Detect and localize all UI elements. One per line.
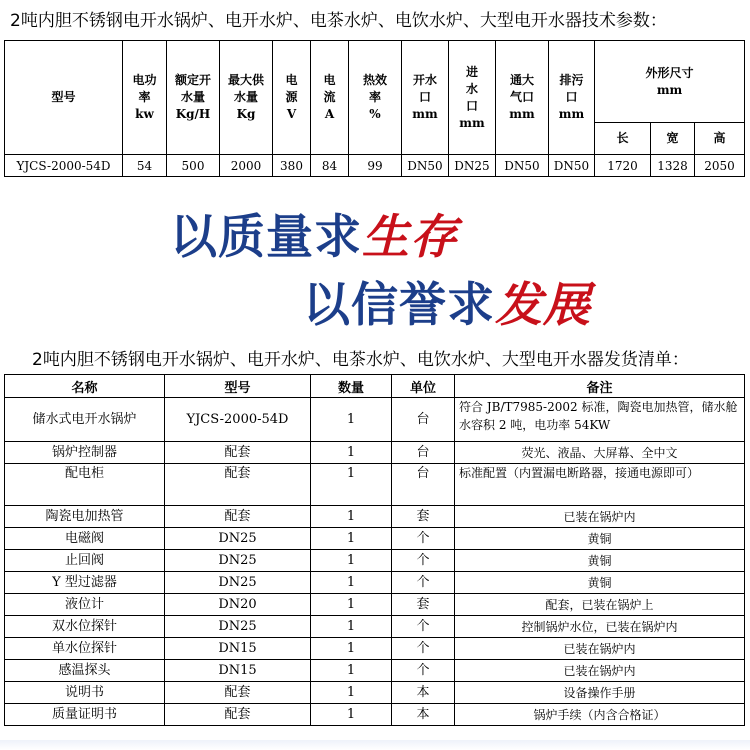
shipping-title: 2吨内胆不锈钢电开水锅炉、电开水炉、电茶水炉、电饮水炉、大型电开水器发货清单： [32,350,689,370]
table-row [5,528,745,550]
table-row [5,682,745,704]
slogan-reputation: 以信誉求发展 [303,278,591,333]
table-row [5,550,745,572]
item-model: DN15 [165,638,311,660]
item-qty: 1 [311,528,392,550]
item-note: 锅炉手续（内含合格证） [455,704,745,726]
item-model: 配套 [165,442,311,464]
header-qty: 数量 [311,375,392,398]
item-qty: 1 [311,660,392,682]
item-note: 已装在锅炉内 [455,660,745,682]
item-note: 黄铜 [455,572,745,594]
item-qty: 1 [311,550,392,572]
bottom-reflection [0,740,750,750]
spec-header-rated: 额定开 水量 Kg/H [167,41,220,155]
item-qty: 1 [311,442,392,464]
item-name: 止回阀 [5,550,165,572]
item-unit: 个 [392,616,455,638]
item-model: 配套 [165,682,311,704]
spec-header-drain: 排污 口 mm [549,41,595,155]
item-note: 设备操作手册 [455,682,745,704]
spec-cell: DN25 [449,155,496,177]
item-qty: 1 [311,594,392,616]
table-row [5,572,745,594]
spec-header-current: 电 流 A [311,41,349,155]
item-unit: 套 [392,594,455,616]
item-model: DN25 [165,616,311,638]
spec-table [4,40,745,177]
item-unit: 台 [392,398,455,442]
spec-cell: DN50 [549,155,595,177]
item-unit: 本 [392,704,455,726]
spec-cell: DN50 [402,155,449,177]
item-note: 符合 JB/T7985-2002 标准，陶瓷电加热管，储水舱水容积 2 吨，电功率 54KW [455,398,745,442]
item-note: 黄铜 [455,528,745,550]
item-name: 储水式电开水锅炉 [5,398,165,442]
item-name: 感温探头 [5,660,165,682]
table-row [5,616,745,638]
table-row [5,660,745,682]
item-qty: 1 [311,506,392,528]
spec-header-height: 高 [695,123,745,155]
spec-cell: DN50 [496,155,549,177]
item-model: DN25 [165,528,311,550]
header-note: 备注 [455,375,745,398]
spec-header-outlet: 开水 口 mm [402,41,449,155]
spec-header-inlet: 进 水 口 mm [449,41,496,155]
shipping-table [4,374,745,726]
spec-header-voltage: 电 源 V [273,41,311,155]
item-qty: 1 [311,464,392,506]
item-name: 质量证明书 [5,704,165,726]
item-name: 说明书 [5,682,165,704]
spec-cell: 1720 [595,155,651,177]
item-model: DN20 [165,594,311,616]
table-row [5,398,745,442]
item-unit: 本 [392,682,455,704]
item-unit: 个 [392,572,455,594]
spec-cell: 2000 [220,155,273,177]
item-name: 单水位探针 [5,638,165,660]
spec-header-model: 型号 [5,41,123,155]
item-unit: 套 [392,506,455,528]
header-name: 名称 [5,375,165,398]
spec-cell: 54 [123,155,167,177]
item-qty: 1 [311,704,392,726]
item-name: 配电柜 [5,464,165,506]
spec-header-length: 长 [595,123,651,155]
spec-row [5,155,745,177]
table-row [5,594,745,616]
slogan-quality: 以质量求生存 [170,210,458,265]
spec-cell: 500 [167,155,220,177]
item-unit: 个 [392,550,455,572]
item-model: 配套 [165,464,311,506]
item-note: 黄铜 [455,550,745,572]
spec-header-vent: 通大 气口 mm [496,41,549,155]
item-unit: 个 [392,638,455,660]
item-unit: 个 [392,528,455,550]
shipping-header-row [5,375,745,398]
item-unit: 台 [392,464,455,506]
table-row [5,442,745,464]
item-qty: 1 [311,638,392,660]
item-model: YJCS-2000-54D [165,398,311,442]
item-model: 配套 [165,704,311,726]
spec-title: 2吨内胆不锈钢电开水锅炉、电开水炉、电茶水炉、电饮水炉、大型电开水器技术参数： [10,11,667,31]
item-qty: 1 [311,572,392,594]
table-row [5,704,745,726]
spec-cell: 1328 [651,155,695,177]
spec-cell: 380 [273,155,311,177]
item-name: 电磁阀 [5,528,165,550]
item-qty: 1 [311,682,392,704]
spec-header-power: 电功 率 kw [123,41,167,155]
item-note: 控制锅炉水位，已装在锅炉内 [455,616,745,638]
item-model: DN25 [165,572,311,594]
item-name: Y 型过滤器 [5,572,165,594]
spec-cell: 84 [311,155,349,177]
item-model: DN25 [165,550,311,572]
item-note: 荧光、液晶、大屏幕、全中文 [455,442,745,464]
spec-header-size: 外形尺寸 mm [595,41,745,123]
spec-header-maxsupply: 最大供 水量 Kg [220,41,273,155]
item-model: DN15 [165,660,311,682]
item-unit: 台 [392,442,455,464]
item-name: 双水位探针 [5,616,165,638]
item-note: 配套，已装在锅炉上 [455,594,745,616]
header-unit: 单位 [392,375,455,398]
header-model: 型号 [165,375,311,398]
table-row [5,464,745,506]
item-qty: 1 [311,398,392,442]
item-model: 配套 [165,506,311,528]
spec-header-efficiency: 热效 率 % [349,41,402,155]
item-note: 标准配置（内置漏电断路器，接通电源即可） [455,464,745,506]
spec-cell: 2050 [695,155,745,177]
item-name: 锅炉控制器 [5,442,165,464]
item-name: 陶瓷电加热管 [5,506,165,528]
spec-cell: YJCS-2000-54D [5,155,123,177]
spec-header-width: 宽 [651,123,695,155]
item-note: 已装在锅炉内 [455,506,745,528]
spec-cell: 99 [349,155,402,177]
item-qty: 1 [311,616,392,638]
item-name: 液位计 [5,594,165,616]
table-row [5,506,745,528]
item-note: 已装在锅炉内 [455,638,745,660]
table-row [5,638,745,660]
item-unit: 个 [392,660,455,682]
